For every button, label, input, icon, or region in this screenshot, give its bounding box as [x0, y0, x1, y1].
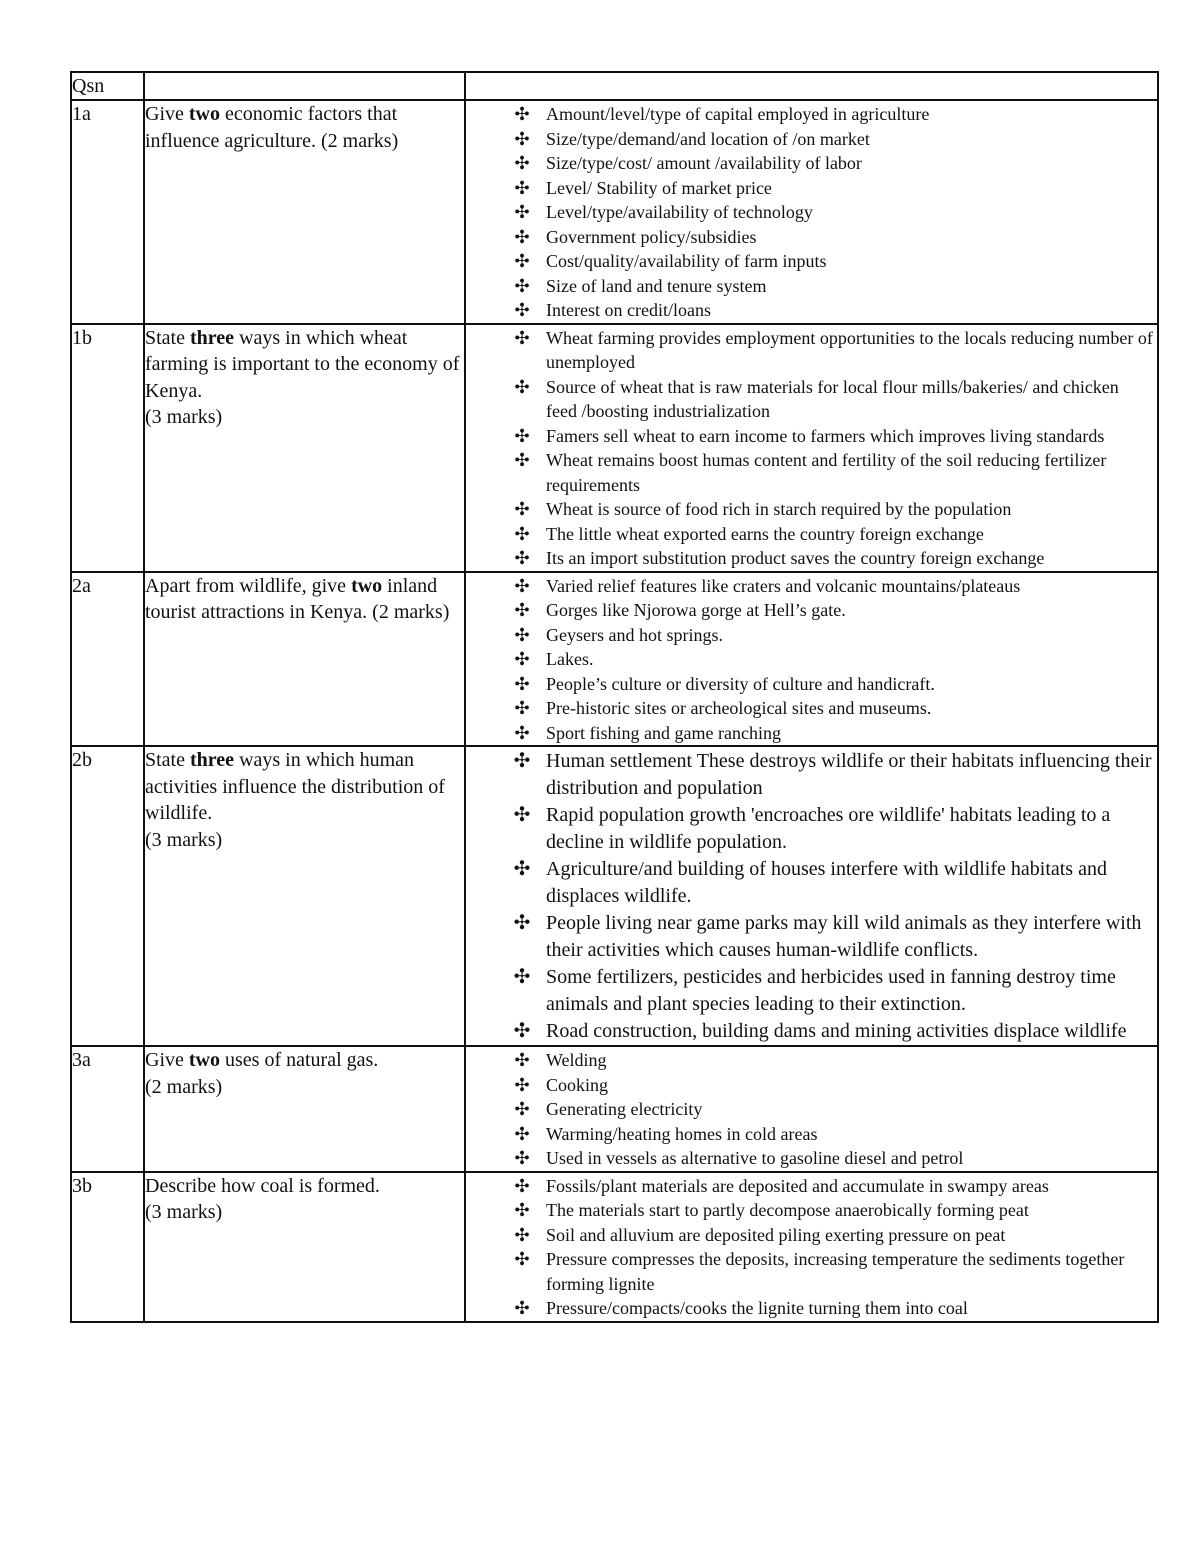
answer-text: Size/type/cost/ amount /availability of labor [546, 153, 862, 173]
answer-text: Wheat farming provides employment opportunities to the locals reducing number of unemployed [546, 327, 1153, 372]
answer-item [510, 696, 1153, 721]
question-emphasis: two [188, 103, 220, 125]
answer-item [510, 721, 1153, 746]
bullet-icon: ✣ [514, 376, 530, 397]
bullet-icon: ✣ [514, 600, 530, 620]
answer-text: Size of land and tenure system [546, 275, 767, 296]
answer-item [510, 802, 1153, 856]
bullet-icon: ✣ [514, 425, 530, 446]
question-fragment: (3 marks) [145, 828, 223, 851]
question-number: 2b [71, 746, 144, 1046]
question-emphasis: two [351, 574, 383, 597]
question-fragment: ways in which wheat farming is important to the economy of Kenya. [145, 326, 460, 402]
bullet-icon: ✣ [514, 153, 530, 173]
question-text [144, 1172, 465, 1322]
answer-text: Rapid population growth 'encroaches ore wildlife' habitats leading to a decline in wildlife population. [546, 804, 1111, 853]
bullet-icon: ✣ [514, 177, 530, 198]
bullet-icon: ✣ [514, 698, 530, 718]
bullet-icon: ✣ [514, 327, 530, 348]
answer-list [466, 747, 1157, 1045]
answer-item [510, 574, 1153, 599]
answer-item [510, 326, 1153, 375]
question-fragment: (3 marks) [145, 406, 223, 428]
answer-text: Generating electricity [546, 1099, 703, 1119]
bullet-icon: ✣ [514, 202, 530, 222]
answer-list [466, 325, 1157, 571]
answer-item [510, 1146, 1153, 1171]
answer-item [510, 1174, 1153, 1199]
question-text [144, 324, 465, 572]
answer-list [466, 1173, 1157, 1321]
answer-item [510, 200, 1153, 225]
answer-cell [465, 324, 1158, 572]
answer-text: Wheat remains boost humas content and fertility of the soil reducing fertilizer requirements [546, 450, 1107, 495]
marking-scheme-table [70, 71, 1159, 1323]
answer-cell [465, 1172, 1158, 1322]
answer-item [510, 1018, 1153, 1045]
answer-item [510, 598, 1153, 623]
answer-text: Welding [546, 1050, 607, 1070]
answer-text: The little wheat exported earns the country foreign exchange [546, 523, 984, 544]
answer-text: Some fertilizers, pesticides and herbicides used in fanning destroy time animals and plant species leading to their extinction. [546, 966, 1116, 1015]
answer-item [510, 647, 1153, 672]
answer-text: Human settlement These destroys wildlife or their habitats influencing their distribution and population [546, 750, 1152, 799]
question-fragment: (3 marks) [145, 1201, 223, 1223]
answer-text: Pre-historic sites or archeological sites and museums. [546, 698, 932, 718]
answer-text: Sport fishing and game ranching [546, 722, 781, 743]
bullet-icon: ✣ [514, 673, 530, 694]
question-fragment: (2 marks) [145, 1075, 223, 1098]
answer-item [510, 448, 1153, 497]
answer-item [510, 748, 1153, 802]
question-emphasis: three [190, 326, 235, 349]
answer-text: Fossils/plant materials are deposited and accumulate in swampy areas [546, 1175, 1049, 1196]
header-qsn: Qsn [71, 72, 144, 100]
bullet-icon: ✣ [514, 104, 530, 124]
answer-text: Size/type/demand/and location of /on market [546, 128, 870, 149]
bullet-icon: ✣ [514, 575, 530, 596]
question-number: 1a [71, 100, 144, 324]
bullet-icon: ✣ [513, 912, 531, 934]
bullet-icon: ✣ [514, 499, 530, 519]
answer-text: Source of wheat that is raw materials for local flour mills/bakeries/ and chicken feed /boosting industrialization [546, 376, 1119, 421]
answer-text: Cooking [546, 1074, 609, 1095]
answer-list [466, 101, 1157, 323]
question-row [71, 100, 1158, 324]
question-fragment: economic factors that influence agriculture. (2 marks) [145, 103, 399, 152]
bullet-icon: ✣ [514, 1050, 530, 1070]
bullet-icon: ✣ [514, 226, 530, 247]
bullet-icon: ✣ [514, 275, 530, 296]
table-body [71, 72, 1158, 1322]
answer-item [510, 964, 1153, 1018]
question-number: 3b [71, 1172, 144, 1322]
answer-item [510, 1296, 1153, 1321]
question-fragment: Describe how coal is formed. [145, 1174, 380, 1197]
question-fragment: Give [145, 103, 189, 125]
header-row [71, 72, 1158, 100]
answer-item [510, 127, 1153, 152]
question-row [71, 572, 1158, 747]
answer-cell [465, 1046, 1158, 1172]
bullet-icon: ✣ [514, 548, 530, 568]
answer-text: People’s culture or diversity of culture and handicraft. [546, 673, 935, 694]
bullet-icon: ✣ [514, 1175, 530, 1196]
answer-text: Used in vessels as alternative to gasoline diesel and petrol [546, 1148, 964, 1168]
question-emphasis: two [188, 1049, 220, 1071]
answer-item [510, 672, 1153, 697]
bullet-icon: ✣ [513, 858, 531, 880]
question-fragment: inland tourist attractions in Kenya. (2 marks) [145, 574, 450, 623]
answer-text: Level/type/availability of technology [546, 202, 813, 222]
answer-text: Wheat is source of food rich in starch required by the population [546, 499, 1012, 519]
answer-item [510, 298, 1153, 323]
answer-item [510, 623, 1153, 648]
answer-text: Lakes. [546, 649, 594, 669]
answer-item [510, 375, 1153, 424]
answer-cell [465, 746, 1158, 1046]
answer-item [510, 1097, 1153, 1122]
answer-item [510, 497, 1153, 522]
answer-text: Pressure/compacts/cooks the lignite turning them into coal [546, 1298, 968, 1318]
answer-text: Road construction, building dams and mining activities displace wildlife [546, 1020, 1127, 1042]
bullet-icon: ✣ [514, 523, 530, 544]
question-fragment: ways in which human activities influence the distribution of wildlife. [145, 749, 445, 824]
answer-item [510, 1048, 1153, 1073]
answer-text: Government policy/subsidies [546, 226, 757, 247]
question-row [71, 1046, 1158, 1172]
answer-item [510, 1247, 1153, 1296]
bullet-icon: ✣ [514, 1148, 530, 1168]
bullet-icon: ✣ [513, 804, 531, 826]
question-number: 3a [71, 1046, 144, 1172]
answer-text: Varied relief features like craters and volcanic mountains/plateaus [546, 575, 1021, 596]
answer-text: Gorges like Njorowa gorge at Hell’s gate. [546, 600, 846, 620]
question-text [144, 1046, 465, 1172]
answer-text: Agriculture/and building of houses interfere with wildlife habitats and displaces wildlife. [546, 858, 1107, 907]
answer-text: Warming/heating homes in cold areas [546, 1123, 818, 1144]
bullet-icon: ✣ [513, 750, 531, 772]
header-answer [465, 72, 1158, 100]
bullet-icon: ✣ [514, 1298, 530, 1318]
question-row [71, 746, 1158, 1046]
question-text [144, 746, 465, 1046]
bullet-icon: ✣ [514, 1123, 530, 1144]
bullet-icon: ✣ [514, 1200, 530, 1220]
bullet-icon: ✣ [514, 1224, 530, 1245]
answer-item [510, 1223, 1153, 1248]
answer-item [510, 1073, 1153, 1098]
answer-item [510, 522, 1153, 547]
answer-text: Soil and alluvium are deposited piling exerting pressure on peat [546, 1224, 1006, 1245]
bullet-icon: ✣ [514, 128, 530, 149]
answer-item [510, 424, 1153, 449]
question-fragment: State [145, 326, 190, 349]
answer-text: Amount/level/type of capital employed in agriculture [546, 104, 930, 124]
question-emphasis: three [190, 749, 235, 771]
bullet-icon: ✣ [514, 1099, 530, 1119]
answer-item [510, 274, 1153, 299]
bullet-icon: ✣ [514, 1074, 530, 1095]
answer-text: People living near game parks may kill wild animals as they interfere with their activities which causes human-wildlife conflicts. [546, 912, 1142, 961]
answer-item [510, 1198, 1153, 1223]
answer-text: The materials start to partly decompose anaerobically forming peat [546, 1200, 1029, 1220]
answer-text: Famers sell wheat to earn income to farmers which improves living standards [546, 425, 1105, 446]
answer-text: Its an import substitution product saves the country foreign exchange [546, 548, 1045, 568]
answer-item [510, 225, 1153, 250]
answer-text: Geysers and hot springs. [546, 624, 723, 645]
answer-item [510, 102, 1153, 127]
bullet-icon: ✣ [514, 722, 530, 743]
question-fragment: Apart from wildlife, give [145, 574, 352, 597]
answer-text: Pressure compresses the deposits, increasing temperature the sediments together forming lignite [546, 1249, 1125, 1294]
answer-text: Cost/quality/availability of farm inputs [546, 251, 827, 271]
question-row [71, 1172, 1158, 1322]
answer-text: Level/ Stability of market price [546, 177, 772, 198]
bullet-icon: ✣ [514, 649, 530, 669]
answer-item [510, 176, 1153, 201]
answer-text: Interest on credit/loans [546, 300, 711, 320]
question-number: 2a [71, 572, 144, 747]
bullet-icon: ✣ [514, 450, 530, 470]
question-fragment: uses of natural gas. [220, 1049, 379, 1071]
question-text [144, 572, 465, 747]
answer-item [510, 249, 1153, 274]
answer-list [466, 1047, 1157, 1171]
bullet-icon: ✣ [514, 1249, 530, 1269]
bullet-icon: ✣ [513, 966, 531, 988]
answer-item [510, 546, 1153, 571]
bullet-icon: ✣ [514, 624, 530, 645]
question-text [144, 100, 465, 324]
question-row [71, 324, 1158, 572]
bullet-icon: ✣ [513, 1020, 531, 1042]
header-question [144, 72, 465, 100]
answer-item [510, 856, 1153, 910]
answer-item [510, 910, 1153, 964]
answer-item [510, 1122, 1153, 1147]
question-fragment: Give [145, 1049, 189, 1071]
answer-cell [465, 100, 1158, 324]
bullet-icon: ✣ [514, 251, 530, 271]
question-number: 1b [71, 324, 144, 572]
answer-list [466, 573, 1157, 746]
bullet-icon: ✣ [514, 300, 530, 320]
question-fragment: State [145, 749, 190, 771]
answer-item [510, 151, 1153, 176]
answer-cell [465, 572, 1158, 747]
